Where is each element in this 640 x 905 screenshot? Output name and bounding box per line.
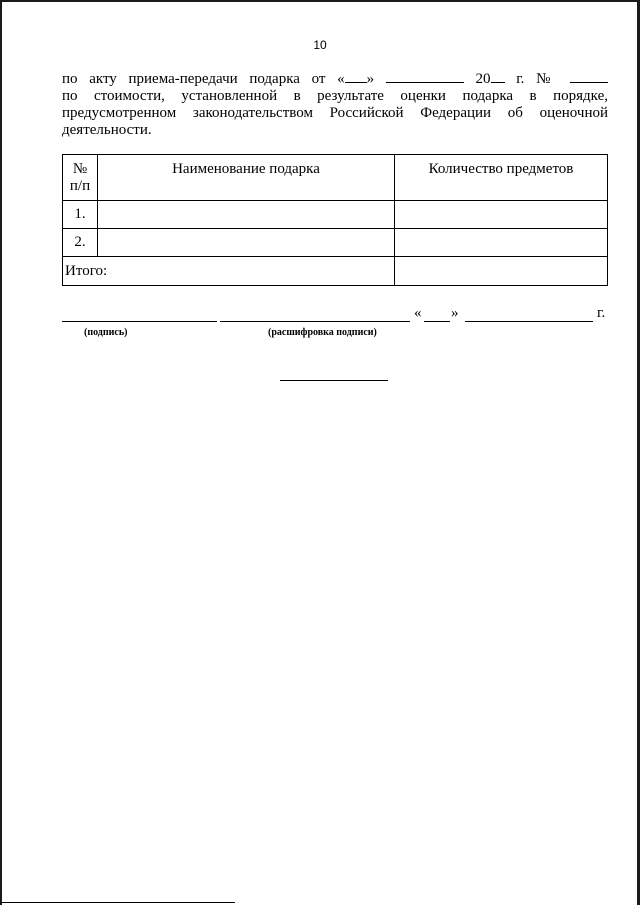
- signature-decoding-blank[interactable]: [220, 305, 410, 322]
- act-reference-line: [62, 69, 608, 88]
- total-row: [63, 257, 608, 286]
- day-blank[interactable]: [345, 69, 367, 83]
- gift-name-cell[interactable]: [98, 201, 395, 229]
- signature-quote-open: «: [414, 305, 422, 321]
- year-suffix: г.: [516, 71, 525, 87]
- end-divider: [280, 380, 388, 381]
- number-sign: №: [536, 71, 559, 87]
- paragraph-line-2: по стоимости, установленной в результате оценки подарка в порядке,: [62, 88, 608, 104]
- act-reference-prefix: по акту приема-передачи подарка от: [62, 71, 326, 87]
- paragraph-line-3: предусмотренном законодательством Российской Федерации об оценочной: [62, 105, 608, 121]
- year-prefix: 20: [475, 71, 491, 87]
- page-border-top: [0, 0, 640, 2]
- caption-signature: (подпись): [84, 327, 128, 338]
- quantity-cell[interactable]: [395, 229, 608, 257]
- page-border-left: [0, 0, 2, 905]
- signature-year-suffix: г.: [597, 305, 606, 321]
- act-reference-paragraph: [62, 69, 608, 139]
- page-number: 10: [313, 38, 327, 52]
- year-blank[interactable]: [491, 69, 505, 83]
- quote-close: »: [366, 71, 375, 87]
- footer-rule: [0, 902, 235, 903]
- total-quantity-cell[interactable]: [395, 257, 608, 286]
- row-number: 2.: [63, 229, 98, 257]
- header-quantity: Количество предметов: [395, 155, 608, 201]
- caption-signature-decoding: (расшифровка подписи): [268, 327, 377, 338]
- header-number: [63, 155, 98, 201]
- signature-month-blank[interactable]: [465, 305, 593, 322]
- signature-quote-close: »: [451, 305, 459, 321]
- header-number-sign: №: [72, 161, 88, 177]
- act-number-blank[interactable]: [570, 69, 608, 83]
- signature-blank[interactable]: [62, 305, 217, 322]
- act-date-day: [337, 71, 374, 87]
- table-header-row: [63, 155, 608, 201]
- month-blank[interactable]: [386, 69, 464, 83]
- quantity-cell[interactable]: [395, 201, 608, 229]
- act-year: [476, 71, 505, 87]
- header-number-pp: п/п: [69, 178, 91, 194]
- table-row: [63, 229, 608, 257]
- row-number: 1.: [63, 201, 98, 229]
- signature-day-blank[interactable]: [424, 305, 450, 322]
- gift-name-cell[interactable]: [98, 229, 395, 257]
- header-gift-name: Наименование подарка: [98, 155, 395, 201]
- signature-line: [62, 305, 608, 325]
- total-label: Итого:: [63, 257, 395, 286]
- paragraph-line-4: деятельности.: [62, 122, 152, 138]
- quote-open: «: [337, 71, 345, 87]
- act-number: [536, 71, 608, 87]
- gift-table: [62, 154, 608, 286]
- table-row: [63, 201, 608, 229]
